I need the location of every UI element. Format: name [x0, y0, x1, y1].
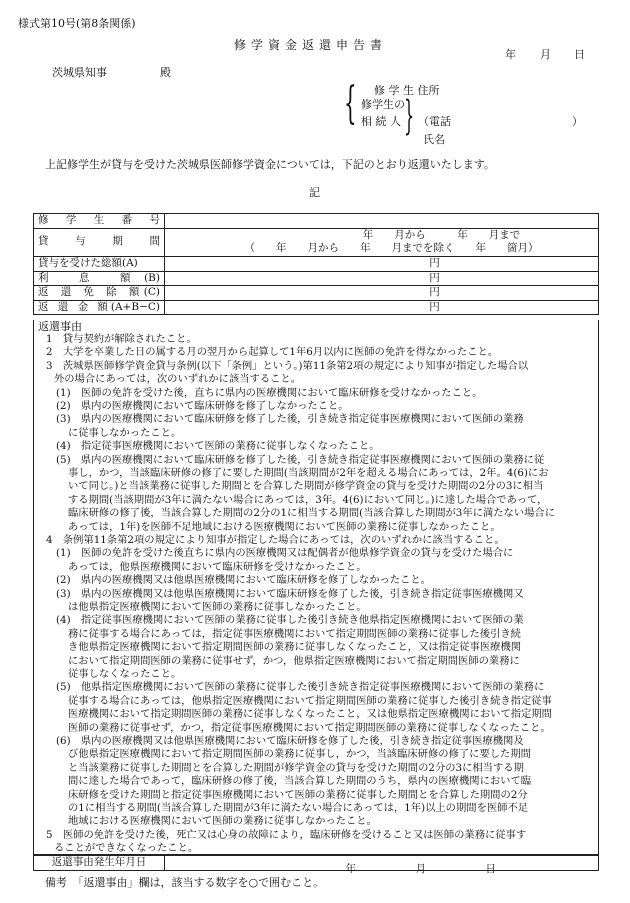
reason-line: (2) 県内の医療機関又は他県医療機関において臨床研修を修了しなかったこと。	[56, 574, 431, 587]
reason-line: き他県指定医療機関において指定期間医師の業務に従事しなくなったこと，又は指定従事医療機関	[68, 641, 522, 654]
left-brace-icon: {	[344, 78, 357, 129]
reason-line: あっては，1年)を医師不足地域における医療機関において医師の業務に従事しなかったこと。	[68, 520, 501, 533]
exempt-yen[interactable]: 円	[165, 286, 599, 301]
occurrence-date-label: 返還事由発生年月日	[34, 856, 165, 871]
reasons-box	[33, 320, 599, 855]
heir-label-1: 修学生の	[361, 98, 405, 111]
reason-line: する期間(当該期間が3年に満たない場合にあっては，3年。4(6)において同じ。)に達した場合であって，	[68, 493, 548, 506]
reason-line: (4) 指定従事医療機関において医師の業務に従事しなくなったこと。	[56, 440, 380, 453]
name-label: 氏名	[423, 133, 445, 146]
remark-text: 備考 「返還事由」欄は，該当する数字を○で囲むこと。	[45, 876, 325, 889]
reason-line: 医師の業務に従事せず，かつ，指定従事医療機関において指定期間医師の業務に従事しなくなったこと。	[68, 721, 551, 734]
total-label: 貸与を受けた総額(A)	[34, 256, 165, 271]
student-no-label: 修 学 生 番 号	[34, 214, 165, 229]
heir-label-2: 相 続 人	[361, 115, 401, 128]
return-yen[interactable]: 円	[165, 300, 599, 315]
reason-line: (5) 他県指定医療機関において医師の業務に従事した後引き続き指定従事医療機関において医師の業務に	[56, 681, 545, 694]
reason-line: あっては，他県医療機関において臨床研修を受けなかったこと。	[68, 560, 367, 573]
period-value[interactable]	[165, 228, 599, 256]
reason-line: 5 医師の免許を受けた後，死亡又は心身の故障により，臨床研修を受けること又は医師の業務に従事す	[46, 828, 527, 841]
summary-table	[33, 213, 599, 315]
reason-line: (1) 医師の免許を受けた後，直ちに県内の医療機関において臨床研修を受けなかったこと。	[56, 386, 483, 399]
date-month: 月	[540, 48, 551, 61]
interest-yen[interactable]: 円	[165, 271, 599, 286]
reason-line: 従事する場合にあっては，他県指定医療機関において指定期間医師の業務に従事した後引き続き指定従事	[68, 694, 552, 707]
date-day: 日	[574, 48, 585, 61]
reason-line: (6) 県内の医療機関又は他県医療機関において臨床研修を修了した後，引き続き指定従事医療機関及	[56, 735, 524, 747]
reason-line: (3) 県内の医療機関において臨床研修を修了した後，引き続き指定従事医療機関において医師の業務	[56, 413, 524, 426]
reason-line: (1) 医師の免許を受けた後直ちに県内の医療機関又は配偶者が他県修学資金の貸与を受けた場合に	[56, 547, 514, 560]
reason-line: (4) 指定従事医療機関において医師の業務に従事した後引き続き他県指定医療機関において医師の業	[56, 614, 524, 627]
addressee: 茨城県知事	[52, 66, 107, 79]
intro-text: 上記修学生が貸与を受けた茨城県医師修学資金については，下記のとおり返還いたします。	[45, 158, 495, 171]
reasons-heading: 返還事由	[38, 320, 82, 333]
reason-line: に従事しなかったこと。	[68, 426, 182, 439]
reason-line: び他県指定医療機関において指定期間医師の業務に従事し，かつ，当該臨床研修の修了に要した期間	[68, 748, 531, 761]
interest-label: 利 息 額(B)	[34, 271, 165, 286]
exempt-label: 返 還 免 除 額(C)	[34, 286, 165, 301]
total-yen[interactable]: 円	[165, 256, 599, 271]
reason-line: 事し，かつ，当該臨床研修の修了に要した期間(当該期間が2年を超える場合にあっては，2年。4(6)にお	[68, 467, 549, 479]
address-label: 修 学 生 住所	[374, 84, 440, 97]
reason-line: 臨床研修の修了後，当該合算した期間の2分の1に相当する期間(当該合算した期間が3年に満たない場合に	[68, 507, 556, 520]
reason-line: 2 大学を卒業した日の属する月の翌月から起算して1年6月以内に医師の免許を得なかったこと。	[46, 346, 499, 359]
form-title: 修学資金返還申告書	[234, 38, 388, 52]
date-year: 年	[505, 48, 516, 61]
reason-line: 医療機関において指定期間医師の業務に従事しなくなったこと，又は他県指定医療機関において指定期間	[68, 708, 552, 721]
reason-line: 地域における医療機関において医師の業務に従事しなかったこと。	[68, 815, 377, 828]
occurrence-day: 日	[485, 862, 496, 875]
reason-line: の1に相当する期間(当該合算した期間が3年に満たない場合にあっては，1年)以上の期間を医師不足	[68, 802, 529, 814]
reason-line: 3 茨城県医師修学資金貸与条例(以下「条例」という。)第11条第2項の規定により知事が指定した場合以	[46, 359, 529, 372]
reason-line: 床研修を受けた期間と指定従事医療機関において医師の業務に従事した期間とを合算した期間の2分	[68, 788, 528, 801]
reason-line: (3) 県内の医療機関又は他県医療機関において臨床研修を修了した後，引き続き指定従事医療機関又	[56, 587, 524, 600]
return-label: 返 還 金 額(A+B−C)	[34, 300, 165, 315]
phone-close: ）	[572, 115, 583, 128]
period-line1: 年 月から 年 月まで	[362, 228, 521, 241]
reason-line: いて同じ。)と当該業務に従事した期間とを合算した期間が修学資金の貸与を受けた期間の2分の3に相当	[68, 480, 544, 493]
phone-label: （電話	[418, 115, 451, 128]
reason-line: 従事しなくなったこと。	[68, 668, 182, 680]
student-no-value[interactable]	[165, 214, 599, 229]
right-brace-icon: }	[404, 93, 415, 139]
reason-line: 間に達した場合であって，臨床研修の修了後，当該合算した期間のうち，県内の医療機関において臨	[68, 775, 532, 788]
reason-line: は他県指定医療機関において医師の業務に従事しなかったこと。	[68, 601, 367, 613]
ki-label: 記	[309, 186, 320, 199]
occurrence-year: 年	[345, 862, 356, 875]
reason-line: 外の場合にあっては，次のいずれかに該当すること。	[54, 373, 302, 386]
period-label: 貸 与 期 間	[34, 228, 165, 256]
form-number: 様式第10号(第8条関係)	[18, 17, 136, 30]
reason-line: (5) 県内の医療機関において臨床研修を修了した後，引き続き指定従事医療機関において医師の業務に従	[56, 453, 545, 466]
reason-line: 1 貸与契約が解除されたこと。	[46, 333, 197, 345]
period-line2: （ 年 月から 年 月までを除く 年 箇月）	[244, 242, 539, 255]
reason-line: ることができなくなったこと。	[54, 842, 199, 855]
reason-line: (2) 県内の医療機関において臨床研修を修了しなかったこと。	[56, 400, 349, 412]
reason-line: 務に従事する場合にあっては，指定従事医療機関において指定期間医師の業務に従事した後引き続	[68, 627, 521, 640]
reason-line: 4 条例第11条第2項の規定により知事が指定した場合にあっては，次のいずれかに該当すること。	[46, 534, 505, 546]
occurrence-date-table	[33, 855, 599, 875]
honorific: 殿	[160, 66, 171, 79]
occurrence-date-value[interactable]	[165, 856, 599, 875]
reason-line: と当該業務に従事した期間とを合算した期間が修学資金の貸与を受けた期間の2分の3に相当する期	[68, 761, 524, 774]
reason-line: において指定期間医師の業務に従事せず，かつ，他県指定医療機関において指定期間医師の業務に	[68, 654, 520, 667]
occurrence-month: 月	[415, 862, 426, 875]
